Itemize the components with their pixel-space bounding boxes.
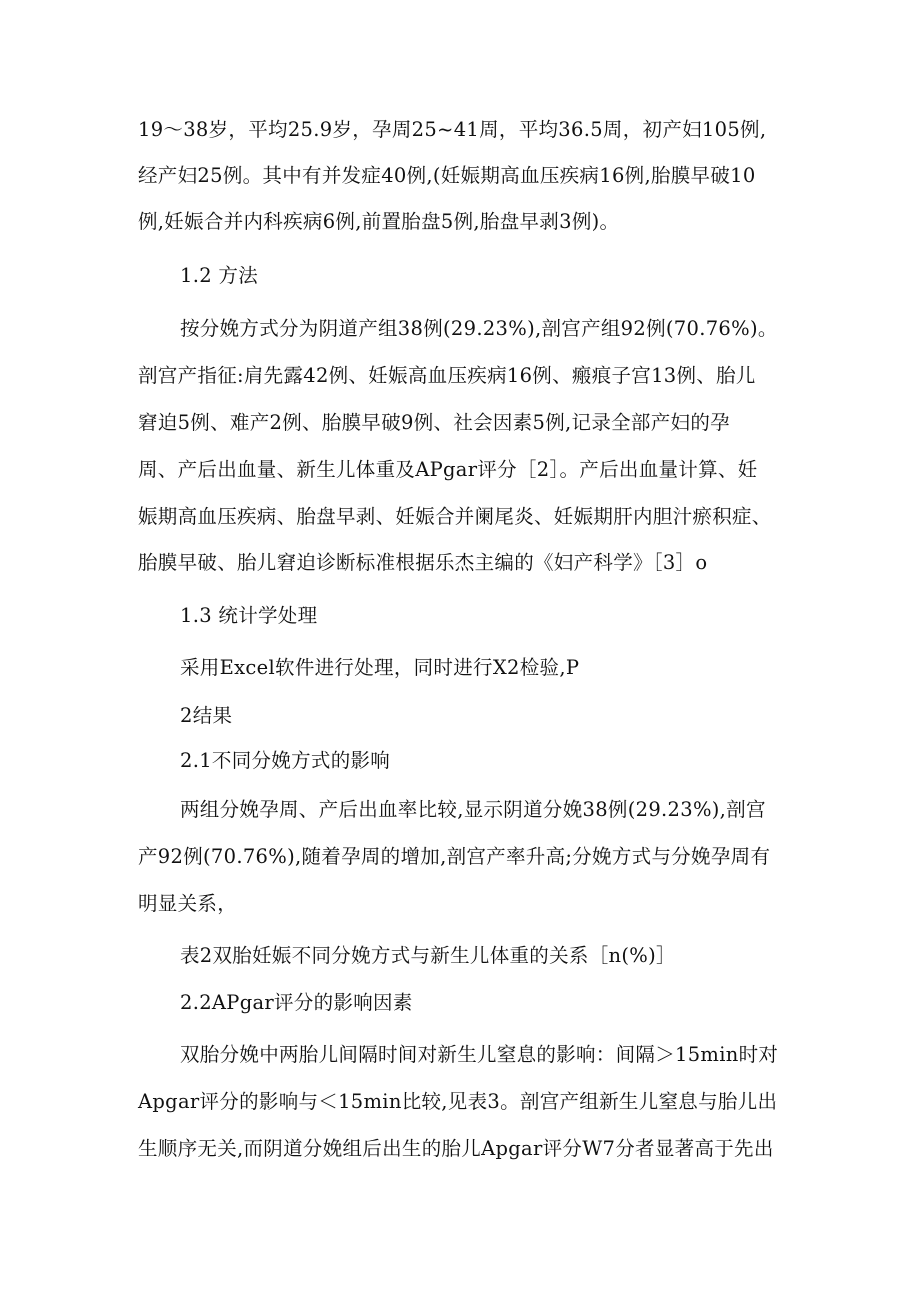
paragraph-line: 明显关系， — [138, 892, 238, 915]
paragraph-line: 产92例(70.76%),随着孕周的增加,剖宫产率升高;分娩方式与分娩孕周有 — [138, 845, 771, 868]
paragraph-line: 周、产后出血量、新生儿体重及APgar评分［2］。产后出血量计算、妊 — [138, 458, 758, 481]
paragraph-line: 剖宫产指征:肩先露42例、妊娠高血压疾病16例、瘢痕子宫13例、胎儿 — [138, 364, 756, 387]
section-heading: 1.2 方法 — [180, 264, 259, 287]
paragraph-line: 经产妇25例。其中有并发症40例,(妊娠期高血压疾病16例,胎膜早破10 — [138, 164, 756, 187]
section-heading: 2结果 — [180, 704, 233, 727]
paragraph-line: 例,妊娠合并内科疾病6例,前置胎盘5例,胎盘早剥3例)。 — [138, 210, 620, 233]
paragraph-line: 窘迫5例、难产2例、胎膜早破9例、社会因素5例,记录全部产妇的孕 — [138, 411, 730, 434]
paragraph-line: 双胎分娩中两胎儿间隔时间对新生儿窒息的影响：间隔＞15min时对 — [180, 1043, 779, 1066]
section-heading: 2.2APgar评分的影响因素 — [180, 991, 413, 1014]
paragraph-line: 娠期高血压疾病、胎盘早剥、妊娠合并阑尾炎、妊娠期肝内胆汁瘀积症、 — [138, 505, 772, 528]
paragraph-line: 按分娩方式分为阴道产组38例(29.23%),剖宫产组92例(70.76%)。 — [180, 317, 778, 340]
section-heading: 1.3 统计学处理 — [180, 604, 318, 627]
paragraph-line: 胎膜早破、胎儿窘迫诊断标准根据乐杰主编的《妇产科学》［3］o — [138, 551, 708, 574]
paragraph-line: 采用Excel软件进行处理，同时进行X2检验,P — [180, 656, 580, 679]
paragraph-line: 19～38岁，平均25.9岁，孕周25~41周，平均36.5周，初产妇105例, — [138, 118, 767, 141]
paragraph-line: 生顺序无关,而阴道分娩组后出生的胎儿Apgar评分W7分者显著高于先出 — [138, 1137, 774, 1160]
table-caption: 表2双胎妊娠不同分娩方式与新生儿体重的关系［n(%)］ — [180, 944, 676, 967]
paragraph-line: 两组分娩孕周、产后出血率比较,显示阴道分娩38例(29.23%),剖宫 — [180, 798, 766, 821]
paragraph-line: Apgar评分的影响与＜15min比较,见表3。剖宫产组新生儿窒息与胎儿出 — [138, 1090, 778, 1113]
section-heading: 2.1不同分娩方式的影响 — [180, 749, 391, 772]
